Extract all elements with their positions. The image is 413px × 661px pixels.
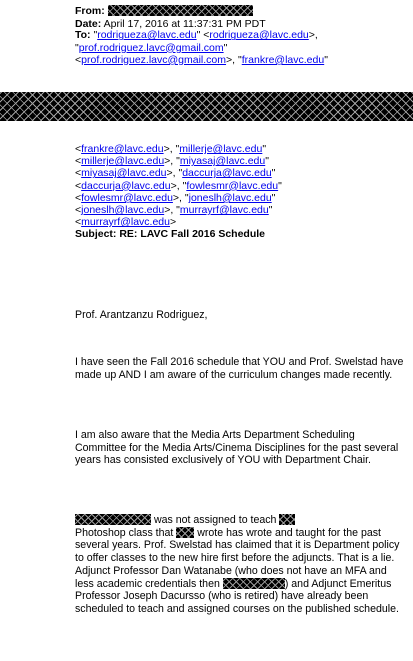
recipient-line: [75, 143, 405, 155]
text: ": [223, 41, 228, 54]
text: ": [278, 179, 282, 192]
recipient-link[interactable]: frankre@lavc.edu: [81, 143, 164, 155]
paragraph-1: I have seen the Fall 2016 schedule that YOU and Prof. Swelstad have made up AND I am aware of the curriculum changes made recently.: [75, 356, 404, 381]
text: >, ": [164, 155, 180, 168]
text: ": [75, 41, 79, 54]
text: >: [170, 216, 177, 229]
recipient-line: [75, 167, 405, 179]
recipient-link[interactable]: daccurja@lavc.edu: [182, 167, 272, 180]
text: ": [271, 191, 276, 204]
redacted-name: [75, 514, 151, 525]
recipient-link[interactable]: murrayrf@lavc.edu: [81, 216, 170, 229]
redacted-sender: [108, 5, 253, 16]
to-label: To:: [75, 29, 91, 42]
recipient-link[interactable]: rodrigueza@lavc.edu: [97, 29, 197, 42]
recipient-link[interactable]: frankre@lavc.edu: [241, 53, 325, 66]
paragraph-3: [75, 514, 405, 616]
text: Photoshop class that: [75, 526, 177, 539]
recipient-list: [75, 143, 405, 241]
text: <: [75, 191, 82, 204]
subject-line: Subject: RE: LAVC Fall 2016 Schedule: [75, 228, 266, 241]
text: <: [75, 179, 82, 192]
paragraph-2: I am also aware that the Media Arts Department Scheduling Committee for the Media Arts/Cinema Disciplines for the past several years has consisted exclusively of YOU with Department Chair.: [75, 429, 399, 467]
text: ": [324, 53, 328, 66]
text: >, ": [164, 204, 180, 217]
recipient-link[interactable]: joneslh@lavc.edu: [81, 204, 165, 217]
text: <: [75, 53, 82, 66]
text: >, ": [172, 191, 189, 204]
text: ": [93, 29, 98, 42]
text: " <: [196, 29, 210, 42]
redacted-name: [176, 527, 194, 538]
text: <: [75, 155, 82, 168]
recipient-line: [75, 155, 405, 167]
date-value: April 17, 2016 at 11:37:31 PM PDT: [103, 18, 266, 31]
text: >, ": [226, 53, 242, 66]
text: >,: [308, 29, 318, 42]
recipient-line: [75, 192, 405, 204]
recipient-link[interactable]: millerje@lavc.edu: [179, 143, 263, 155]
text: ": [271, 167, 276, 180]
text: <: [75, 216, 82, 229]
text: <: [75, 167, 82, 180]
recipient-link[interactable]: joneslh@lavc.edu: [188, 191, 272, 204]
recipient-line: [75, 216, 405, 228]
recipient-link[interactable]: fowlesmr@lavc.edu: [81, 191, 173, 204]
redacted-name: [223, 578, 285, 589]
recipient-link[interactable]: murrayrf@lavc.edu: [179, 204, 269, 217]
text: ": [265, 155, 269, 168]
email-header: [75, 5, 405, 66]
text: >, ": [163, 143, 180, 155]
recipient-link[interactable]: rodrigueza@lavc.edu: [209, 29, 309, 42]
recipient-link[interactable]: millerje@lavc.edu: [81, 155, 165, 168]
text: >, ": [170, 179, 187, 192]
text: was not assigned to teach: [151, 514, 280, 526]
text: wrote has wrote and taught for the past several years. Prof. Swelstad has claimed that it is Department policy to offer classes to the new hire first before the adjuncts. That is a lie. Adjunct Professor Dan Watanabe (who does not have an MFA and less academic credentials then: [75, 526, 400, 590]
text: >, ": [166, 167, 183, 180]
recipient-line: [75, 180, 405, 192]
recipient-link[interactable]: daccurja@lavc.edu: [81, 179, 171, 192]
text: ": [262, 143, 267, 155]
text: <: [75, 204, 82, 217]
greeting: Prof. Arantzanzu Rodriguez,: [75, 309, 208, 321]
text: <: [75, 143, 82, 155]
recipient-link[interactable]: prof.rodriguez.lavc@gmail.com: [81, 53, 227, 66]
redacted-name: [279, 514, 295, 525]
from-label: From:: [75, 5, 105, 17]
recipient-link[interactable]: fowlesmr@lavc.edu: [186, 179, 279, 192]
recipient-link[interactable]: miyasaj@lavc.edu: [81, 167, 167, 180]
recipient-link[interactable]: miyasaj@lavc.edu: [179, 155, 266, 168]
recipient-line: [75, 204, 405, 216]
text: ) and Adjunct Emeritus Professor Joseph Dacursso (who is retired) have already been scheduled to teach and assigned courses on the published schedule.: [75, 577, 399, 615]
text: ": [268, 204, 273, 217]
date-label: Date:: [75, 18, 102, 31]
redaction-band: [0, 92, 413, 121]
recipient-link[interactable]: prof.rodriguez.lavc@gmail.com: [78, 41, 224, 54]
